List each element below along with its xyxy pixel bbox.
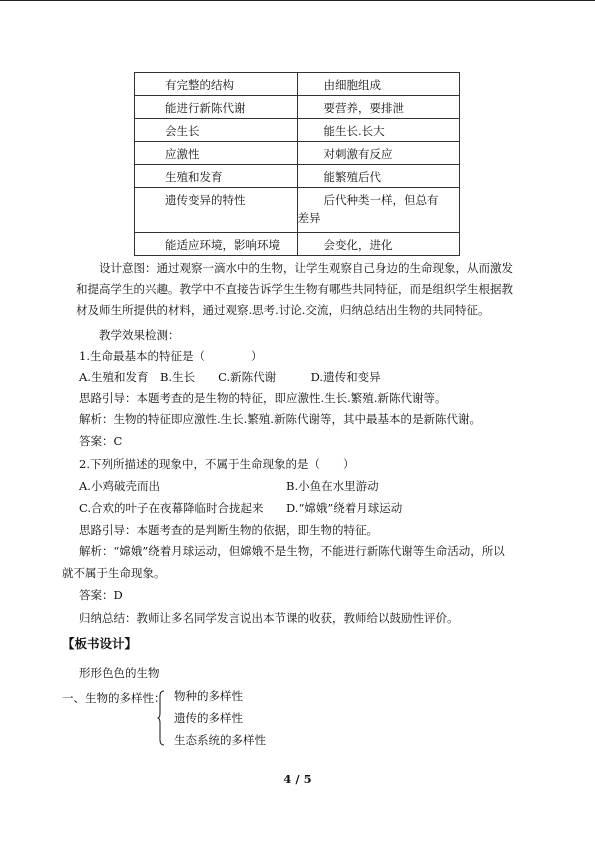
meaning-cell: 由细胞组成 bbox=[297, 73, 460, 96]
table-row bbox=[135, 73, 460, 96]
q1-options: A.生殖和发育 B.生长 C.新陈代谢 D.遗传和变异 bbox=[79, 370, 381, 384]
board-item-label: 一、生物的多样性： bbox=[62, 691, 166, 705]
table-row bbox=[135, 96, 460, 119]
trait-cell: 应激性 bbox=[135, 142, 298, 165]
q1-hint: 思路引导：本题考查的是生物的特征，即应激性.生长.繁殖.新陈代谢等。 bbox=[79, 391, 447, 405]
trait-cell: 会生长 bbox=[135, 119, 298, 142]
q2-option-b: B.小鱼在水里游动 bbox=[286, 479, 379, 493]
q2-answer: 答案：D bbox=[79, 588, 123, 602]
board-subtitle: 形形色色的生物 bbox=[79, 666, 160, 680]
q2-option-a: A.小鸡破壳而出 bbox=[79, 479, 160, 493]
table-row bbox=[135, 119, 460, 142]
page-number: 4 / 5 bbox=[283, 772, 312, 786]
meaning-line-1: 后代种类一样，但总有 bbox=[323, 193, 439, 207]
meaning-line-2: 差异 bbox=[297, 211, 321, 225]
table-row bbox=[135, 165, 460, 188]
table-row bbox=[135, 233, 460, 256]
trait-cell: 有完整的结构 bbox=[135, 73, 298, 96]
q1-answer: 答案：C bbox=[79, 434, 123, 448]
q2-hint: 思路引导：本题考查的是判断生物的依据，即生物的特征。 bbox=[79, 523, 378, 537]
curly-brace-icon bbox=[157, 690, 165, 746]
trait-cell: 能进行新陈代谢 bbox=[135, 96, 298, 119]
q2-option-d: D.“嫦娥”绕着月球运动 bbox=[286, 501, 403, 515]
q2-analysis-line-1: 解析：“嫦娥”绕着月球运动，但嫦娥不是生物，不能进行新陈代谢等生命活动，所以 bbox=[79, 544, 505, 558]
trait-cell: 遗传变异的特性 bbox=[135, 188, 298, 233]
meaning-cell: 要营养，要排泄 bbox=[297, 96, 460, 119]
meaning-cell: 能生长.长大 bbox=[297, 119, 460, 142]
table-row bbox=[135, 142, 460, 165]
board-item-ecosystem: 生态系统的多样性 bbox=[174, 733, 266, 747]
trait-cell: 能适应环境，影响环境 bbox=[135, 233, 298, 256]
meaning-cell: 会变化，进化 bbox=[297, 233, 460, 256]
q2-option-c: C.合欢的叶子在夜幕降临时合拢起来 bbox=[79, 501, 264, 515]
q1-stem: 1.生命最基本的特征是（ ） bbox=[79, 349, 263, 363]
q1-analysis: 解析：生物的特征即应激性.生长.繁殖.新陈代谢等，其中最基本的是新陈代谢。 bbox=[79, 412, 481, 426]
board-item-species: 物种的多样性 bbox=[174, 689, 243, 703]
meaning-cell bbox=[297, 188, 460, 233]
meaning-cell: 能繁殖后代 bbox=[297, 165, 460, 188]
table-row bbox=[135, 188, 460, 233]
board-item-genetic: 遗传的多样性 bbox=[174, 711, 243, 725]
q2-stem: 2.下列所描述的现象中，不属于生命现象的是（ ） bbox=[79, 457, 355, 471]
summary-paragraph: 归纳总结：教师让多名同学发言说出本节课的收获，教师给以鼓励性评价。 bbox=[79, 611, 459, 625]
life-traits-table bbox=[134, 72, 460, 256]
trait-cell: 生殖和发育 bbox=[135, 165, 298, 188]
page-top-rule bbox=[0, 0, 595, 1]
board-design-title: 【板书设计】 bbox=[62, 636, 138, 651]
effect-title: 教学效果检测： bbox=[99, 328, 180, 342]
q2-analysis-line-2: 就不属于生命现象。 bbox=[62, 566, 166, 580]
meaning-cell: 对刺激有反应 bbox=[297, 142, 460, 165]
design-intent-paragraph: 设计意图：通过观察一滴水中的生物，让学生观察自己身边的生命现象，从而激发和提高学生的兴趣。教学中不直接告诉学生生物有哪些共同特征，而是组织学生根据教材及师生所提供的材料，通过观察.思考.讨论.交流，归纳总结出生物的共同特征。 bbox=[76, 261, 513, 317]
